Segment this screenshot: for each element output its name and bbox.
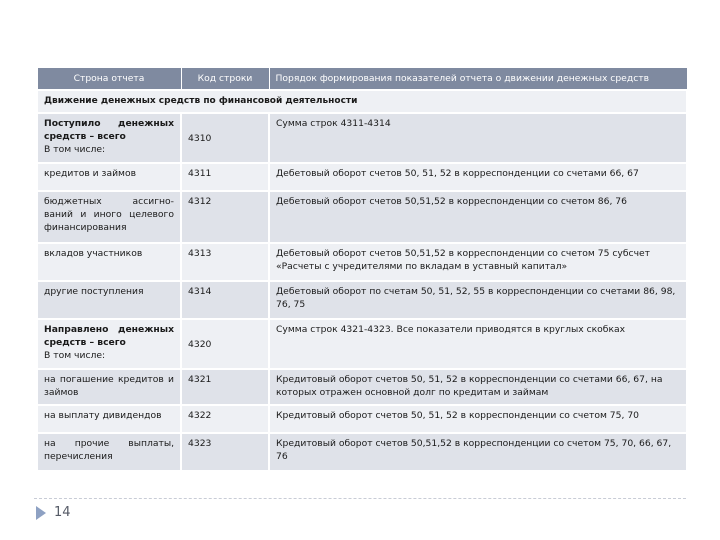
table-row	[37, 319, 687, 369]
row-label: вкладов участников	[37, 243, 181, 281]
row-label	[37, 191, 181, 243]
row-code: 4323	[181, 433, 269, 471]
section-title: Движение денежных средств по финансовой деятельности	[37, 90, 687, 113]
row-code: 4313	[181, 243, 269, 281]
row-code: 4321	[181, 369, 269, 405]
row-label	[37, 433, 181, 471]
table-row	[37, 113, 687, 163]
row-description: Дебетовый оборот счетов 50,51,52 в корреспонденции со счетом 86, 76	[269, 191, 687, 243]
row-label	[37, 369, 181, 405]
header-line-code: Код строки	[181, 68, 269, 91]
row-label-sub: В том числе:	[44, 350, 106, 361]
table-row	[37, 433, 687, 471]
row-description: Дебетовый оборот по счетам 50, 51, 52, 55 в корреспонденции со счетами 86, 98, 76, 75	[269, 281, 687, 319]
header-formation-order: Порядок формирования показателей отчета о движении денежных средств	[269, 68, 687, 91]
row-label-bold: Направлено денежных средств – всего	[44, 324, 174, 348]
row-label-text: бюджетных ассигно-ваний и иного целевого финансирования	[44, 196, 174, 233]
table-header-row	[37, 68, 687, 91]
play-arrow-icon	[36, 506, 46, 520]
row-label-text: на погашение кредитов и займов	[44, 374, 174, 398]
row-label-bold: Поступило денежных средств – всего	[44, 118, 174, 142]
row-code: 4320	[181, 319, 269, 369]
row-label	[37, 319, 181, 369]
row-label: кредитов и займов	[37, 163, 181, 191]
row-code: 4312	[181, 191, 269, 243]
row-label	[37, 113, 181, 163]
row-code: 4310	[181, 113, 269, 163]
row-label: на выплату дивидендов	[37, 405, 181, 433]
row-description: Сумма строк 4321-4323. Все показатели приводятся в круглых скобках	[269, 319, 687, 369]
section-row	[37, 90, 687, 113]
row-description: Кредитовый оборот счетов 50,51,52 в корреспонденции со счетом 75, 70, 66, 67, 76	[269, 433, 687, 471]
row-description: Сумма строк 4311-4314	[269, 113, 687, 163]
header-report-line: Строна отчета	[37, 68, 181, 91]
row-description: Кредитовый оборот счетов 50, 51, 52 в корреспонденции со счетами 66, 67, на которых отражен основной долг по кредитам и займам	[269, 369, 687, 405]
row-code: 4311	[181, 163, 269, 191]
table-row	[37, 281, 687, 319]
row-code: 4322	[181, 405, 269, 433]
page-number: 14	[54, 505, 71, 520]
table-row	[37, 405, 687, 433]
row-description: Дебетовый оборот счетов 50,51,52 в корреспонденции со счетом 75 субсчет «Расчеты с учредителями по вкладам в уставный капитал»	[269, 243, 687, 281]
row-label: другие поступления	[37, 281, 181, 319]
table-row	[37, 191, 687, 243]
table-row	[37, 369, 687, 405]
row-code: 4314	[181, 281, 269, 319]
footer-divider	[34, 498, 686, 499]
row-description: Дебетовый оборот счетов 50, 51, 52 в корреспонденции со счетами 66, 67	[269, 163, 687, 191]
row-description: Кредитовый оборот счетов 50, 51, 52 в корреспонденции со счетом 75, 70	[269, 405, 687, 433]
row-label-text: на прочие выплаты, перечисления	[44, 438, 174, 462]
table-row	[37, 243, 687, 281]
report-table	[36, 67, 688, 472]
table-row	[37, 163, 687, 191]
row-label-sub: В том числе:	[44, 144, 106, 155]
